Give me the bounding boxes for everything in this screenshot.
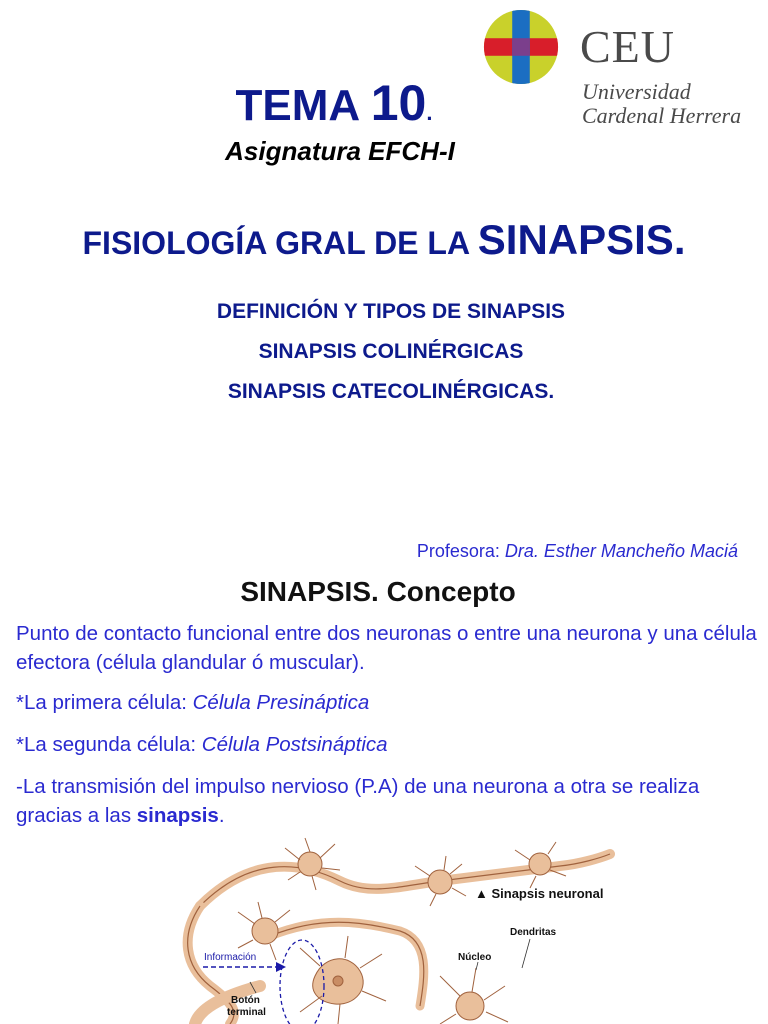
label-information: Información: [204, 952, 257, 963]
logo-line-1: Universidad: [582, 79, 691, 104]
nucleus-pointer: [476, 962, 478, 970]
logo-wordmark: CEU: [580, 21, 675, 72]
figure-title: ▲ Sinapsis neuronal: [475, 886, 604, 901]
definition-paragraph: Punto de contacto funcional entre dos neuronas o entre una neurona y una célula efectora (célula glandular ó muscular).: [16, 622, 757, 674]
title-part-2: SINAPSIS.: [477, 216, 686, 263]
topic-item: DEFINICIÓN Y TIPOS DE SINAPSIS: [216, 300, 566, 323]
postsynaptic-label: *La segunda célula:: [16, 733, 202, 756]
transmission-paragraph: [16, 772, 760, 830]
tema-number: 10: [370, 75, 427, 131]
professor-line: [417, 541, 738, 562]
postsynaptic-value: Célula Postsináptica: [201, 733, 388, 756]
topic-number-heading: [0, 74, 668, 132]
neuron-synapse-illustration: [0, 836, 768, 1024]
transmission-text: -La transmisión del impulso nervioso (P.A) de una neurona a otra se realiza gracias a las: [16, 775, 700, 827]
subject-name: Asignatura EFCH-I: [225, 136, 455, 166]
logo-line-2: Cardenal Herrera: [582, 103, 742, 128]
transmission-bold: sinapsis: [136, 804, 219, 827]
concept-heading: SINAPSIS. Concepto: [240, 576, 516, 607]
dendrite-pointer: [522, 939, 530, 968]
page-title: [0, 216, 768, 264]
label-terminal-2: terminal: [227, 1007, 266, 1018]
transmission-end: .: [218, 804, 225, 827]
presynaptic-value: Célula Presináptica: [192, 691, 370, 714]
postsynaptic-line: [16, 730, 760, 759]
topic-item: SINAPSIS COLINÉRGICAS: [258, 340, 524, 363]
professor-name: Dra. Esther Mancheño Maciá: [504, 541, 738, 561]
label-nucleus: Núcleo: [458, 952, 492, 963]
label-terminal-1: Botón: [231, 995, 260, 1006]
tema-word: TEMA: [235, 81, 371, 130]
label-dendrites: Dendritas: [510, 927, 557, 938]
topic-list: [0, 292, 768, 412]
arrowhead-icon: [276, 962, 286, 972]
topic-item: SINAPSIS CATECOLINÉRGICAS.: [227, 380, 555, 403]
tema-dot: .: [426, 100, 433, 125]
professor-label: Profesora:: [416, 541, 505, 561]
presynaptic-label: *La primera célula:: [16, 691, 193, 714]
neuron-body: [440, 968, 508, 1024]
neuron-body: [300, 936, 386, 1024]
presynaptic-line: [16, 688, 760, 717]
title-part-1: FISIOLOGÍA GRAL DE LA: [82, 225, 478, 261]
